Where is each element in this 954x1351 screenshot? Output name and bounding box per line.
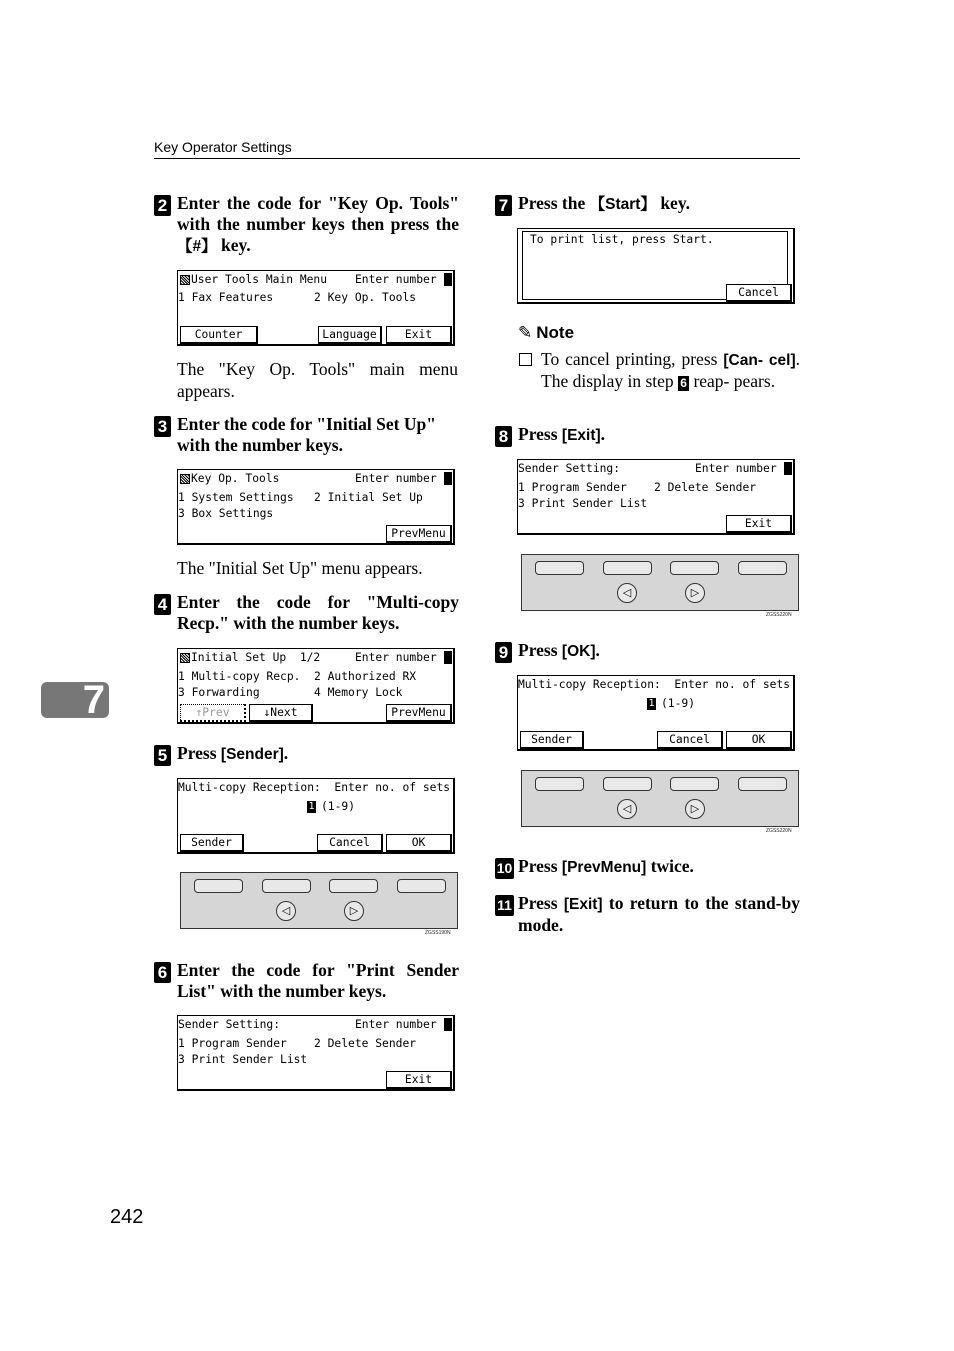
exit-button[interactable]: Exit — [386, 1071, 452, 1089]
note-title: Note — [536, 323, 575, 342]
control-panel — [521, 770, 799, 827]
step-ref-badge: 6 — [678, 376, 689, 391]
selection-key[interactable] — [738, 777, 787, 791]
step-2-result: The "Key Op. Tools" main menu appears. — [177, 359, 458, 401]
step-number: 9 — [495, 642, 512, 663]
lcd-print-list — [517, 228, 795, 304]
step-text: Press — [518, 856, 562, 876]
selection-key[interactable] — [329, 879, 378, 893]
cursor-block — [444, 651, 452, 664]
range-label: (1-9) — [661, 697, 696, 710]
step-instruction — [518, 193, 800, 215]
lcd-line: 1 Fax Features 2 Key Op. Tools — [178, 291, 417, 304]
cancel-key-part2: cel] — [768, 352, 796, 369]
selection-key[interactable] — [603, 561, 652, 575]
lcd-user-tools-menu — [177, 270, 455, 346]
step-instruction: Enter the code for "Initial Set Up" with the number keys. — [177, 414, 436, 455]
lcd-prompt: Enter number — [355, 472, 437, 485]
step-instruction: Enter the code for "Print Sender List" with the number keys. — [177, 960, 459, 1001]
step-instruction: Enter the code for "Multi-copy Recp." with the number keys. — [177, 592, 459, 633]
cursor-block — [444, 472, 452, 485]
step-instruction — [518, 856, 800, 878]
prevmenu-button[interactable]: PrevMenu — [386, 525, 452, 543]
prevmenu-button[interactable]: PrevMenu — [386, 704, 452, 722]
selection-key[interactable] — [194, 879, 243, 893]
step-text: Press — [177, 743, 221, 763]
hash-key: 【#】 — [177, 238, 217, 255]
cursor-block — [444, 1018, 452, 1031]
cursor-block — [444, 273, 452, 286]
header-rule — [154, 158, 800, 159]
range-label: (1-9) — [321, 800, 356, 813]
left-arrow-icon[interactable]: ◁ — [276, 901, 296, 921]
right-arrow-icon[interactable]: ▷ — [685, 799, 705, 819]
step-text-end: twice. — [646, 856, 694, 876]
step-instruction — [518, 640, 800, 662]
entry-cursor: 1 — [648, 698, 655, 709]
sender-key: [Sender] — [220, 746, 284, 763]
exit-key: [Exit] — [563, 896, 603, 913]
ok-button[interactable]: OK — [726, 731, 792, 749]
lcd-multicopy-reception — [517, 675, 795, 751]
ok-key: [OK] — [561, 643, 596, 660]
lcd-line: 3 Forwarding 4 Memory Lock — [178, 686, 403, 699]
lcd-sender-setting — [177, 1015, 455, 1091]
figure-code: ZGSS220N — [766, 828, 792, 834]
menu-icon — [180, 275, 190, 285]
selection-key[interactable] — [738, 561, 787, 575]
chapter-number: 7 — [82, 678, 105, 722]
cancel-key-part1: [Can- — [723, 352, 763, 369]
step-number: 3 — [154, 416, 171, 437]
control-panel — [521, 554, 799, 611]
entry-cursor: 1 — [308, 801, 315, 812]
note-text — [541, 349, 800, 392]
lcd-prompt: Enter number — [695, 462, 777, 475]
step-number: 6 — [154, 962, 171, 983]
lcd-line: 3 Print Sender List — [178, 1053, 308, 1066]
left-arrow-icon[interactable]: ◁ — [617, 583, 637, 603]
step-text-end: . — [595, 640, 600, 660]
lcd-message: To print list, press Start. — [530, 233, 714, 246]
note-text-start: To cancel printing, press — [541, 349, 724, 369]
step-3-result: The "Initial Set Up" menu appears. — [177, 558, 423, 578]
counter-button[interactable]: Counter — [180, 326, 258, 344]
step-text: Press — [518, 640, 562, 660]
lcd-title: Multi-copy Reception: Enter no. of sets — [178, 781, 451, 794]
step-instruction — [518, 893, 800, 936]
step-number: 8 — [495, 426, 512, 447]
step-text: Press — [518, 893, 564, 913]
step-text-end: . — [600, 424, 606, 444]
language-button[interactable]: Language — [318, 326, 382, 344]
running-header: Key Operator Settings — [154, 139, 292, 155]
note-text-end-2: pears. — [733, 371, 776, 391]
pencil-icon: ✎ — [518, 323, 533, 343]
lcd-title: Multi-copy Reception: Enter no. of sets — [518, 678, 791, 691]
step-number: 11 — [495, 895, 514, 916]
lcd-title: Sender Setting: — [518, 462, 621, 475]
lcd-title: User Tools Main Menu — [191, 273, 328, 286]
cancel-button[interactable]: Cancel — [317, 834, 383, 852]
left-arrow-icon[interactable]: ◁ — [617, 799, 637, 819]
lcd-prompt: Enter number — [355, 273, 437, 286]
lcd-prompt: Enter number — [355, 1018, 437, 1031]
menu-icon — [180, 653, 190, 663]
figure-code: ZGSS190N — [425, 930, 451, 936]
selection-key[interactable] — [670, 561, 719, 575]
lcd-line: 1 Program Sender 2 Delete Sender — [518, 481, 757, 494]
note-text-end: reap- — [689, 371, 730, 391]
lcd-line: 3 Box Settings — [178, 507, 274, 520]
ok-button[interactable]: OK — [386, 834, 452, 852]
selection-key[interactable] — [262, 879, 311, 893]
chapter-tab — [41, 678, 109, 722]
lcd-key-op-tools — [177, 469, 455, 545]
selection-key[interactable] — [397, 879, 446, 893]
step-text-end: . — [283, 743, 289, 763]
step-number: 10 — [495, 858, 514, 879]
control-panel — [180, 872, 458, 929]
step-number: 4 — [154, 594, 171, 615]
step-text: Press the — [518, 193, 590, 213]
selection-key[interactable] — [670, 777, 719, 791]
step-number: 5 — [154, 745, 171, 766]
lcd-prompt: Enter number — [355, 651, 437, 664]
right-arrow-icon[interactable]: ▷ — [344, 901, 364, 921]
sender-button[interactable]: Sender — [180, 834, 244, 852]
step-text-end: key. — [655, 193, 690, 213]
exit-button[interactable]: Exit — [726, 515, 792, 533]
lcd-initial-set-up — [177, 648, 455, 724]
menu-icon — [180, 474, 190, 484]
exit-key: [Exit] — [561, 427, 601, 444]
cancel-button[interactable]: Cancel — [657, 731, 723, 749]
lcd-title: Sender Setting: — [178, 1018, 281, 1031]
lcd-sender-setting — [517, 459, 795, 535]
step-number: 7 — [495, 195, 512, 216]
lcd-line: 1 System Settings 2 Initial Set Up — [178, 491, 423, 504]
sender-button[interactable]: Sender — [520, 731, 584, 749]
right-arrow-icon[interactable]: ▷ — [685, 583, 705, 603]
prev-button[interactable]: ↑Prev — [180, 704, 246, 722]
step-instruction — [518, 424, 800, 446]
step-text: Press — [518, 424, 562, 444]
lcd-title: Initial Set Up 1/2 — [191, 651, 321, 664]
lcd-multicopy-reception — [177, 778, 455, 854]
step-text-end: key. — [216, 235, 251, 255]
checkbox-icon — [519, 353, 532, 366]
lcd-line: 1 Multi-copy Recp. 2 Authorized RX — [178, 670, 417, 683]
figure-code: ZGSS220N — [766, 612, 792, 618]
lcd-line: 1 Program Sender 2 Delete Sender — [178, 1037, 417, 1050]
cancel-button[interactable]: Cancel — [726, 284, 792, 302]
next-button[interactable]: ↓Next — [249, 704, 313, 722]
lcd-line: 3 Print Sender List — [518, 497, 648, 510]
lcd-title: Key Op. Tools — [191, 472, 280, 485]
note-text-mid: . The display in step — [541, 349, 801, 391]
page-number: 242 — [110, 1206, 144, 1228]
prevmenu-key: [PrevMenu] — [561, 859, 647, 876]
selection-key[interactable] — [535, 561, 584, 575]
exit-button[interactable]: Exit — [386, 326, 452, 344]
note-heading — [518, 323, 574, 343]
cursor-block — [784, 462, 792, 475]
step-number: 2 — [154, 195, 171, 216]
selection-key[interactable] — [603, 777, 652, 791]
step-text: Enter the code for "Key Op. Tools" with the number keys then press the — [177, 193, 459, 234]
step-instruction — [177, 193, 459, 257]
selection-key[interactable] — [535, 777, 584, 791]
step-text-end: to return to the stand-by mode. — [518, 893, 800, 935]
step-instruction — [177, 743, 459, 765]
start-key: 【Start】 — [589, 196, 656, 213]
